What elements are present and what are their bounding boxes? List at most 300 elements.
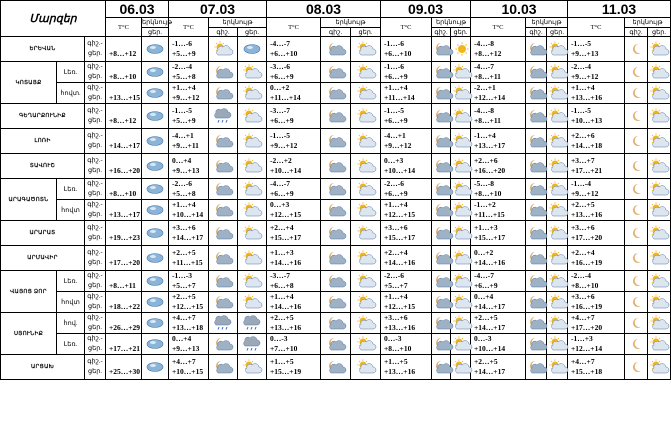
weather-icon: [648, 226, 670, 240]
period-labels: [85, 154, 106, 179]
temp-day: +12…+14: [571, 344, 603, 353]
weather-icon: [648, 37, 671, 62]
temp-cell: [169, 37, 209, 62]
temp-night: +2…+5: [172, 248, 196, 257]
weather-icon: [142, 179, 169, 200]
period-labels: [85, 37, 106, 62]
temp-night: 0…+3: [270, 200, 290, 209]
temp-cell: [381, 154, 432, 179]
period-labels: [85, 179, 106, 200]
temp-day: +15…+17: [384, 233, 416, 242]
temp-night: 0…+4: [172, 334, 192, 343]
temp-night: -1…-3: [172, 271, 193, 280]
temp-night: +1…+4: [384, 292, 408, 301]
temp-day: +13…+16: [571, 93, 603, 102]
night-label: գիշ.-: [87, 201, 103, 208]
weather-icon: [142, 221, 169, 246]
weather-icon: [325, 182, 347, 196]
temp-day: +13…+17: [109, 210, 141, 219]
temp-night: -2…+1: [474, 83, 496, 92]
weather-icon: [212, 316, 234, 330]
temp-cell: [471, 37, 526, 62]
weather-icon: [547, 334, 568, 355]
temp-night: -4…-7: [474, 271, 495, 280]
temp-day: +12…+15: [172, 302, 204, 311]
weather-icon: [321, 154, 351, 179]
period-labels: [85, 313, 106, 334]
weather-icon: [625, 42, 647, 56]
temp-night: -1…-5: [571, 106, 592, 115]
weather-icon: [355, 42, 377, 56]
temp-cell: [471, 129, 526, 154]
temp-header: T°C: [106, 18, 142, 37]
weather-icon: [238, 129, 267, 154]
weather-icon: [526, 246, 547, 271]
temp-night: 0…-3: [474, 334, 492, 343]
temp-06-03: [106, 334, 142, 355]
temp-day: +14…+17: [474, 323, 506, 332]
weather-icon: [625, 86, 647, 100]
sky-header: երկնույթ: [209, 18, 267, 28]
night-header: գիշ.: [625, 27, 648, 37]
weather-icon: [212, 337, 234, 351]
temp-cell: [568, 154, 625, 179]
temp-cell: [381, 104, 432, 129]
temp-night: +1…+4: [384, 200, 408, 209]
weather-icon: [241, 65, 263, 79]
temp-06-03: [106, 313, 142, 334]
weather-icon: [648, 221, 671, 246]
weather-icon: [144, 159, 166, 173]
temp-night: +4…+7: [172, 357, 196, 366]
weather-icon: [142, 246, 169, 271]
weather-icon: [432, 271, 451, 292]
temp-night: +3…+6: [571, 223, 595, 232]
temp-night: -2…+2: [270, 156, 292, 165]
temp-cell: [381, 179, 432, 200]
temp-cell: [471, 104, 526, 129]
night-label: գիշ.-: [87, 40, 103, 47]
temp-day: +8…+11: [474, 72, 501, 81]
weather-icon: [526, 134, 548, 148]
temp-header: T°C: [169, 18, 209, 37]
regions-title: Մարզեր: [1, 1, 106, 37]
weather-icon: [351, 334, 381, 355]
weather-icon: [526, 129, 547, 154]
weather-icon: [526, 62, 547, 83]
weather-icon: [547, 182, 569, 196]
weather-icon: [355, 337, 377, 351]
table-row: [1, 246, 671, 271]
temp-night: +3…+7: [571, 156, 595, 165]
temp-cell: [169, 271, 209, 292]
temp-day: +6…+9: [270, 72, 294, 81]
temp-cell: [381, 271, 432, 292]
temp-night: +1…+3: [270, 248, 294, 257]
temp-night: -3…-7: [270, 106, 291, 115]
weather-icon: [526, 316, 548, 330]
temp-day: +9…+12: [270, 141, 298, 150]
weather-icon: [547, 104, 568, 129]
weather-icon: [526, 337, 548, 351]
night-header: գիշ.: [432, 27, 451, 37]
weather-icon: [547, 203, 569, 217]
temp-day: +13…+16: [270, 323, 302, 332]
weather-icon: [526, 83, 547, 104]
weather-icon: [432, 292, 451, 313]
region-name: ԼՈՌԻ: [1, 129, 85, 154]
temp-day: +10…+14: [270, 166, 302, 175]
weather-icon: [526, 37, 547, 62]
temp-day: +16…+19: [571, 258, 603, 267]
day-label: ցեր.: [88, 73, 102, 80]
weather-icon: [648, 62, 671, 83]
weather-icon: [142, 37, 169, 62]
temp-day: +15…+17: [270, 233, 302, 242]
temp-night: +3…+6: [384, 313, 408, 322]
weather-icon: [625, 129, 648, 154]
weather-icon: [144, 65, 166, 79]
weather-icon: [547, 154, 568, 179]
temp-cell: [381, 83, 432, 104]
temp-night: +4…+7: [571, 313, 595, 322]
region-name: ՍՅՈՒՆԻՔ: [1, 313, 57, 355]
temp-day: +8…+12: [109, 116, 137, 125]
temp-cell: [267, 221, 321, 246]
temp-cell: [471, 246, 526, 271]
weather-icon: [625, 109, 647, 123]
weather-icon: [209, 129, 238, 154]
temp-cell: [381, 129, 432, 154]
weather-icon: [321, 313, 351, 334]
temp-day: +5…+9: [172, 49, 196, 58]
temp-night: 0…+3: [384, 156, 404, 165]
weather-icon: [321, 104, 351, 129]
weather-icon: [144, 360, 166, 374]
temp-cell: [169, 355, 209, 380]
forecast-body: [1, 37, 671, 380]
day-header: ցեր.: [451, 27, 471, 37]
weather-icon: [321, 355, 351, 380]
temp-06-03: [106, 62, 142, 83]
weather-icon: [526, 86, 548, 100]
weather-icon: [241, 159, 263, 173]
date-11-03: 11.03: [568, 1, 671, 18]
weather-icon: [451, 200, 471, 221]
day-label: ցեր.: [88, 190, 102, 197]
temp-night: +2…+6: [571, 131, 595, 140]
weather-icon: [325, 274, 347, 288]
temp-night: -1…+4: [474, 131, 496, 140]
temp-day: +17…+20: [571, 233, 603, 242]
temp-day: +9…+13: [172, 344, 200, 353]
weather-icon: [241, 109, 263, 123]
period-labels: [85, 62, 106, 83]
weather-icon: [144, 42, 166, 56]
temp-night: -4…-8: [474, 39, 495, 48]
weather-icon: [142, 313, 169, 334]
weather-icon: [325, 159, 347, 173]
temp-cell: [267, 355, 321, 380]
weather-icon: [238, 200, 267, 221]
temp-day: +9…+11: [172, 141, 199, 150]
temp-night: -2…-6: [384, 179, 405, 188]
weather-icon: [625, 104, 648, 129]
weather-icon: [625, 271, 648, 292]
day-label: ցեր.: [88, 142, 102, 149]
temp-night: +2…+5: [571, 200, 595, 209]
weather-icon: [241, 42, 263, 56]
date-09-03: 09.03: [381, 1, 471, 18]
temp-night: 0…+4: [172, 156, 192, 165]
weather-icon: [625, 313, 648, 334]
temp-night: -1…-6: [172, 39, 193, 48]
weather-icon: [625, 200, 648, 221]
weather-icon: [325, 86, 347, 100]
weather-icon: [432, 246, 451, 271]
weather-icon: [526, 226, 548, 240]
weather-icon: [351, 83, 381, 104]
weather-icon: [209, 355, 238, 380]
weather-icon: [355, 295, 377, 309]
weather-icon: [212, 109, 234, 123]
temp-cell: [267, 334, 321, 355]
weather-icon: [209, 179, 238, 200]
weather-icon: [526, 203, 548, 217]
weather-icon: [547, 134, 569, 148]
sky-header: երկնույթ: [432, 18, 471, 28]
weather-icon: [238, 104, 267, 129]
temp-night: -4…-7: [270, 39, 291, 48]
date-07-03: 07.03: [169, 1, 267, 18]
weather-icon: [451, 246, 471, 271]
temp-night: -1…-5: [172, 106, 193, 115]
temp-day: +6…+9: [270, 116, 294, 125]
sky-header: երկնույթ: [526, 18, 568, 28]
weather-icon: [648, 295, 670, 309]
temp-day: +6…+10: [384, 49, 412, 58]
weather-icon: [451, 355, 471, 380]
weather-icon: [351, 179, 381, 200]
temp-day: +14…+16: [270, 302, 302, 311]
temp-night: 0…+4: [474, 292, 494, 301]
weather-icon: [325, 203, 347, 217]
weather-icon: [144, 251, 166, 265]
temp-cell: [169, 334, 209, 355]
table-row: [1, 104, 671, 129]
temp-night: -4…-7: [474, 62, 495, 71]
temp-night: -2…-4: [172, 62, 193, 71]
weather-icon: [325, 337, 347, 351]
temp-cell: [267, 83, 321, 104]
period-labels: [85, 292, 106, 313]
temp-day: +11…+14: [384, 93, 415, 102]
temp-06-03: [106, 271, 142, 292]
weather-icon: [351, 104, 381, 129]
day-header: ցեր.: [142, 27, 169, 37]
weather-icon: [238, 83, 267, 104]
temp-cell: [169, 246, 209, 271]
weather-icon: [351, 246, 381, 271]
table-row: [1, 179, 671, 200]
temp-night: +2…+5: [172, 292, 196, 301]
weather-icon: [325, 316, 347, 330]
weather-icon: [144, 226, 166, 240]
weather-icon: [547, 42, 569, 56]
temp-06-03: [106, 154, 142, 179]
table-row: [1, 129, 671, 154]
temp-night: +2…+5: [474, 357, 498, 366]
weather-icon: [212, 360, 234, 374]
temp-day: +9…+13: [172, 166, 200, 175]
weather-icon: [241, 360, 263, 374]
period-labels: [85, 334, 106, 355]
table-row: [1, 292, 671, 313]
temp-day: +8…+10: [384, 344, 412, 353]
weather-icon: [648, 355, 671, 380]
night-label: գիշ.-: [87, 272, 103, 279]
weather-icon: [241, 316, 263, 330]
night-header: գիշ.: [209, 27, 238, 37]
weather-icon: [547, 295, 569, 309]
weather-icon: [648, 313, 671, 334]
table-row: [1, 334, 671, 355]
weather-icon: [238, 62, 267, 83]
weather-icon: [241, 182, 263, 196]
temp-day: +10…+13: [571, 116, 603, 125]
weather-icon: [648, 274, 670, 288]
night-label: գիշ.-: [87, 84, 103, 91]
weather-icon: [432, 334, 451, 355]
weather-icon: [212, 42, 234, 56]
weather-icon: [451, 129, 471, 154]
night-label: գիշ.-: [87, 132, 103, 139]
temp-06-03: [106, 104, 142, 129]
weather-icon: [625, 221, 648, 246]
temp-06-03: [106, 246, 142, 271]
temp-cell: [568, 313, 625, 334]
weather-icon: [238, 334, 267, 355]
temp-cell: [471, 292, 526, 313]
region-name: ԱՐՑԱԽ: [1, 355, 85, 380]
weather-icon: [451, 154, 471, 179]
temp-day: +8…+12: [109, 49, 137, 58]
temp-night: +1…+4: [172, 200, 196, 209]
temp-cell: [169, 154, 209, 179]
weather-icon: [451, 83, 471, 104]
temp-night: +2…+5: [474, 313, 498, 322]
weather-icon: [241, 86, 263, 100]
weather-icon: [238, 246, 267, 271]
night-header: գիշ.: [526, 27, 547, 37]
temp-header: T°C: [381, 18, 432, 37]
weather-icon: [351, 271, 381, 292]
temp-night: -5…-8: [474, 179, 495, 188]
temp-day: +7…+10: [270, 344, 298, 353]
temp-day: +10…+15: [172, 367, 204, 376]
temp-night: -1…-5: [571, 39, 592, 48]
weather-icon: [241, 295, 263, 309]
weather-icon: [625, 246, 648, 271]
temp-cell: [267, 246, 321, 271]
date-10-03: 10.03: [471, 1, 568, 18]
temp-day: +18…+22: [109, 302, 141, 311]
region-name: ՏԱՎՈՒՇ: [1, 154, 85, 179]
temp-night: -2…-6: [384, 271, 405, 280]
temp-night: +1…+3: [474, 223, 498, 232]
weather-icon: [142, 62, 169, 83]
temp-night: -1…-5: [384, 106, 405, 115]
period-labels: [85, 221, 106, 246]
temp-night: +2…+4: [571, 248, 595, 257]
temp-cell: [471, 355, 526, 380]
temp-day: +14…+18: [571, 141, 603, 150]
temp-cell: [568, 292, 625, 313]
weather-icon: [547, 65, 569, 79]
temp-cell: [568, 129, 625, 154]
temp-06-03: [106, 83, 142, 104]
period-labels: [85, 104, 106, 129]
temp-day: +15…+18: [571, 367, 603, 376]
weather-icon: [355, 109, 377, 123]
temp-night: +4…+7: [172, 313, 196, 322]
temp-cell: [568, 200, 625, 221]
weather-icon: [238, 313, 267, 334]
day-label: ցեր.: [88, 259, 102, 266]
temp-night: +1…+4: [172, 83, 196, 92]
weather-icon: [144, 182, 166, 196]
temp-cell: [568, 179, 625, 200]
temp-cell: [381, 221, 432, 246]
temp-cell: [267, 37, 321, 62]
weather-icon: [351, 37, 381, 62]
weather-icon: [625, 37, 648, 62]
table-row: [1, 62, 671, 83]
temp-day: +16…+19: [571, 302, 603, 311]
temp-night: +1…+4: [384, 83, 408, 92]
temp-day: +8…+11: [109, 281, 136, 290]
weather-icon: [547, 129, 568, 154]
weather-icon: [432, 62, 451, 83]
weather-icon: [526, 200, 547, 221]
temp-day: +9…+12: [172, 93, 200, 102]
weather-icon: [547, 62, 568, 83]
temp-day: +17…+21: [571, 166, 603, 175]
temp-day: +10…+14: [384, 166, 416, 175]
sky-header: երկնույթ: [142, 19, 172, 27]
table-row: [1, 154, 671, 179]
weather-icon: [547, 179, 568, 200]
weather-icon: [325, 42, 347, 56]
temp-cell: [267, 154, 321, 179]
temp-day: +16…+20: [109, 166, 141, 175]
weather-icon: [321, 334, 351, 355]
temp-day: +8…+10: [109, 72, 137, 81]
weather-icon: [625, 203, 647, 217]
temp-night: -2…-6: [172, 179, 193, 188]
weather-icon: [209, 271, 238, 292]
weather-icon: [625, 295, 647, 309]
temp-night: +3…+6: [384, 223, 408, 232]
temp-day: +15…+17: [474, 233, 506, 242]
weather-icon: [144, 295, 166, 309]
period-labels: [85, 246, 106, 271]
temp-06-03: [106, 129, 142, 154]
weather-icon: [144, 337, 166, 351]
temp-cell: [169, 129, 209, 154]
temp-day: +14…+16: [270, 258, 302, 267]
temp-cell: [471, 313, 526, 334]
